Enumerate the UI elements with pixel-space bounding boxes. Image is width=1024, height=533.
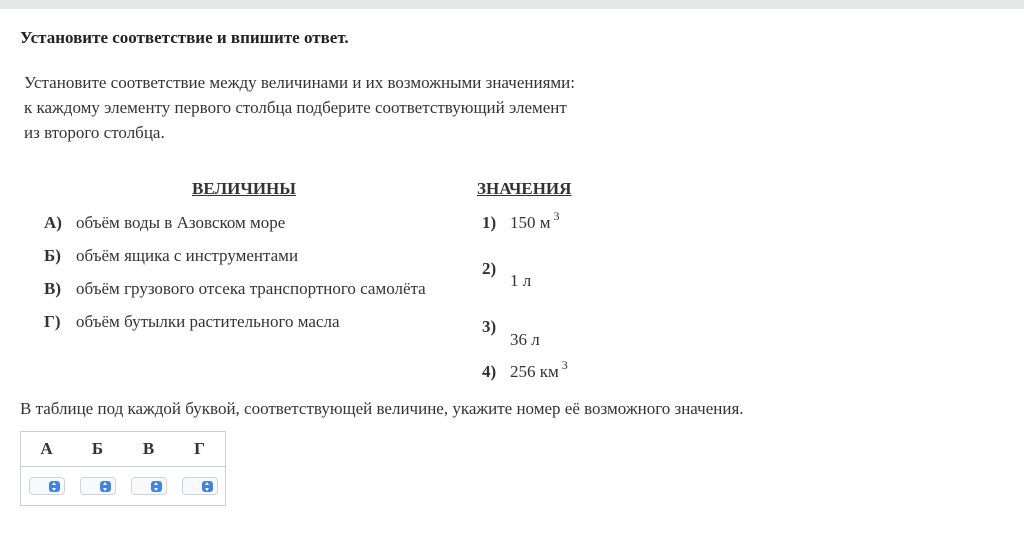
value-item-4	[482, 358, 568, 382]
select-arrows-icon	[100, 481, 111, 492]
value-superscript: 3	[561, 358, 568, 372]
answer-note: В таблице под каждой буквой, соответствующей величине, укажите номер её возможного значения.	[20, 399, 744, 418]
answer-cell	[72, 467, 123, 506]
quantity-item-v	[44, 279, 426, 299]
answer-select-a[interactable]	[29, 477, 65, 495]
task-header: Установите соответствие и впишите ответ.	[20, 28, 349, 47]
task-instruction	[24, 70, 644, 145]
quantity-text: объём воды в Азовском море	[76, 213, 286, 232]
quantity-text: объём бутылки растительного масла	[76, 312, 340, 331]
answer-header-row	[21, 432, 226, 467]
select-arrows-icon	[202, 481, 213, 492]
value-number: 2)	[482, 259, 497, 278]
answer-table	[20, 431, 226, 506]
value-number: 4)	[482, 362, 497, 381]
answer-cell	[21, 467, 73, 506]
top-bar	[0, 0, 1024, 9]
answer-select-b[interactable]	[80, 477, 116, 495]
quantities-column-title: ВЕЛИЧИНЫ	[192, 179, 296, 198]
value-superscript: 3	[553, 209, 560, 223]
quantity-letter: А)	[44, 213, 62, 232]
values-column-title: ЗНАЧЕНИЯ	[477, 179, 572, 198]
answer-header-a: А	[40, 439, 53, 458]
instruction-line: Установите соответствие между величинами и их возможными значениями:	[24, 73, 575, 92]
value-text: 256 км	[510, 362, 559, 381]
answer-select-v[interactable]	[131, 477, 167, 495]
instruction-line: из второго столбца.	[24, 123, 165, 142]
quantity-text: объём ящика с инструментами	[76, 246, 299, 265]
value-item-3	[482, 317, 540, 349]
value-item-2	[482, 259, 532, 290]
value-text: 1 л	[510, 271, 532, 290]
instruction-line: к каждому элементу первого столбца подберите соответствующий элемент	[24, 98, 567, 117]
answer-cell	[174, 467, 226, 506]
answer-header-v: В	[142, 439, 155, 458]
quantity-text: объём грузового отсека транспортного самолёта	[76, 279, 426, 298]
answer-select-g[interactable]	[182, 477, 218, 495]
answer-select-row	[21, 467, 226, 506]
value-number: 1)	[482, 213, 497, 232]
answer-cell	[123, 467, 174, 506]
quantity-letter: Г)	[44, 312, 61, 331]
answer-header-b: Б	[91, 439, 104, 458]
value-item-1	[482, 209, 560, 233]
quantity-item-a	[44, 213, 285, 233]
value-text: 36 л	[510, 330, 540, 349]
value-number: 3)	[482, 317, 497, 336]
quantity-item-g	[44, 312, 340, 332]
value-text: 150 м	[510, 213, 551, 232]
answer-header-g: Г	[194, 439, 205, 458]
quantity-letter: Б)	[44, 246, 61, 265]
select-arrows-icon	[49, 481, 60, 492]
select-arrows-icon	[151, 481, 162, 492]
quantity-letter: В)	[44, 279, 61, 298]
quantity-item-b	[44, 246, 298, 266]
